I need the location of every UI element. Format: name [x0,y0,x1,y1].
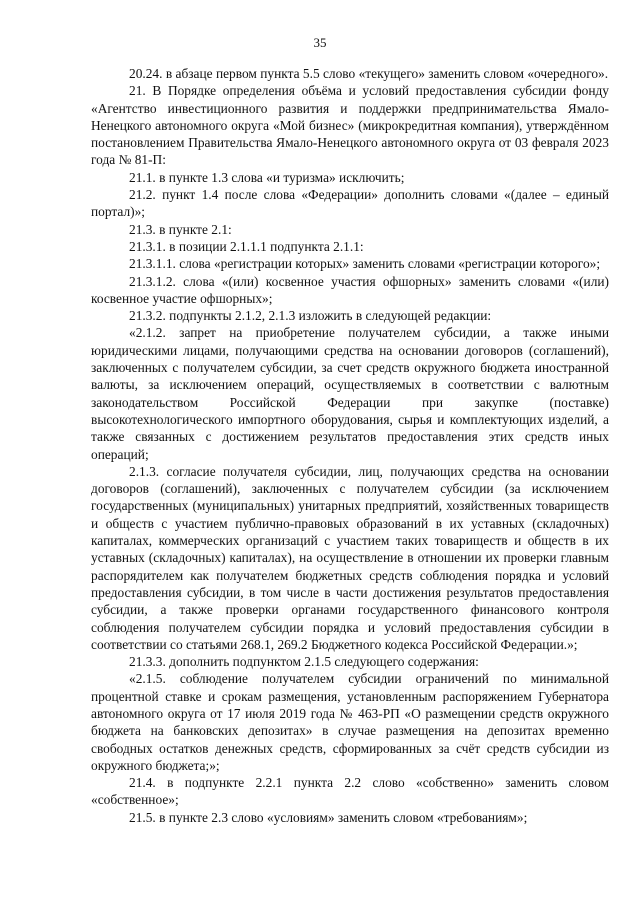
paragraph-21-3-1-1: 21.3.1.1. слова «регистрации которых» заменить словами «регистрации которого»; [129,256,601,272]
paragraph-2-1-2: «2.1.2. запрет на приобретение получателем субсидии, а также иными юридическими лицами, получающими средства на основании договоров (соглашений), заключенных с получателем субсидии, за счет средств окружного бюджета иностранной валюты, за исключением операций, осуществляемых в соответствии с валютным законодательством Российской Федерации при закупке (поставке) высокотехнологического импортного оборудования, сырья и комплектующих изделий, а также связанных с достижением результатов предоставления этих средств иных операций; [91,325,609,462]
paragraph-21: 21. В Порядке определения объёма и условий предоставления субсидии фонду «Агентство инвестиционного развития и поддержки предпринимательства Ямало-Ненецкого автономного округа «Мой бизнес» (микрокредитная компания), утверждённом постановлением Правительства Ямало-Ненецкого автономного округа от 03 февраля 2023 года № 81-П: [91,83,609,168]
paragraph-2-1-5: «2.1.5. соблюдение получателем субсидии ограничений по минимальной процентной ставке и срокам размещения, установленным распоряжением Губернатора автономного округа от 17 июля 2019 года № 463-РП «О размещении средств окружного бюджета на банковских депозитах» в случае размещения на депозитах временно свободных остатков денежных средств, сформированных за счёт средств субсидии из окружного бюджета;»; [91,671,609,773]
paragraph-21-3: 21.3. в пункте 2.1: [129,221,232,237]
paragraph-21-3-3: 21.3.3. дополнить подпунктом 2.1.5 следующего содержания: [129,654,479,670]
document-body [91,65,609,826]
paragraph-21-4: 21.4. в подпункте 2.2.1 пункта 2.2 слово «собственно» заменить словом «собственное»; [91,775,609,808]
paragraph-21-2: 21.2. пункт 1.4 после слова «Федерации» дополнить словами «(далее – единый портал)»; [91,187,609,220]
paragraph-21-3-1-2: 21.3.1.2. слова «(или) косвенное участия офшорных» заменить словами «(или) косвенное участие офшорных»; [91,273,609,306]
page-number: 35 [313,35,327,50]
paragraph-2-1-3: 2.1.3. согласие получателя субсидии, лиц, получающих средства на основании договоров (соглашений), заключенных с получателем субсидии (за исключением государственных (муниципальных) унитарных предприятий, хозяйственных товариществ и обществ с участием публично-правовых образований в их уставных (складочных) капиталах, коммерческих организаций с участием таких товариществ и обществ в их уставных (складочных) капиталах), на осуществление в отношении их проверки главным распорядителем как получателем бюджетных средств соблюдения порядка и условий предоставления субсидии, в том числе в части достижения результатов предоставления субсидии, а также проверки органами государственного финансового контроля соблюдения получателем субсидии порядка и условий предоставления субсидии в соответствии со статьями 268.1, 269.2 Бюджетного кодекса Российской Федерации.»; [91,463,609,652]
paragraph-21-5: 21.5. в пункте 2.3 слово «условиям» заменить словом «требованиям»; [129,809,528,825]
paragraph-21-3-2: 21.3.2. подпункты 2.1.2, 2.1.3 изложить в следующей редакции: [129,308,492,324]
paragraph-21-1: 21.1. в пункте 1.3 слова «и туризма» исключить; [129,169,405,185]
paragraph-20-24: 20.24. в абзаце первом пункта 5.5 слово «текущего» заменить словом «очередного». [129,66,609,81]
paragraph-21-3-1: 21.3.1. в позиции 2.1.1.1 подпункта 2.1.1: [129,238,364,254]
